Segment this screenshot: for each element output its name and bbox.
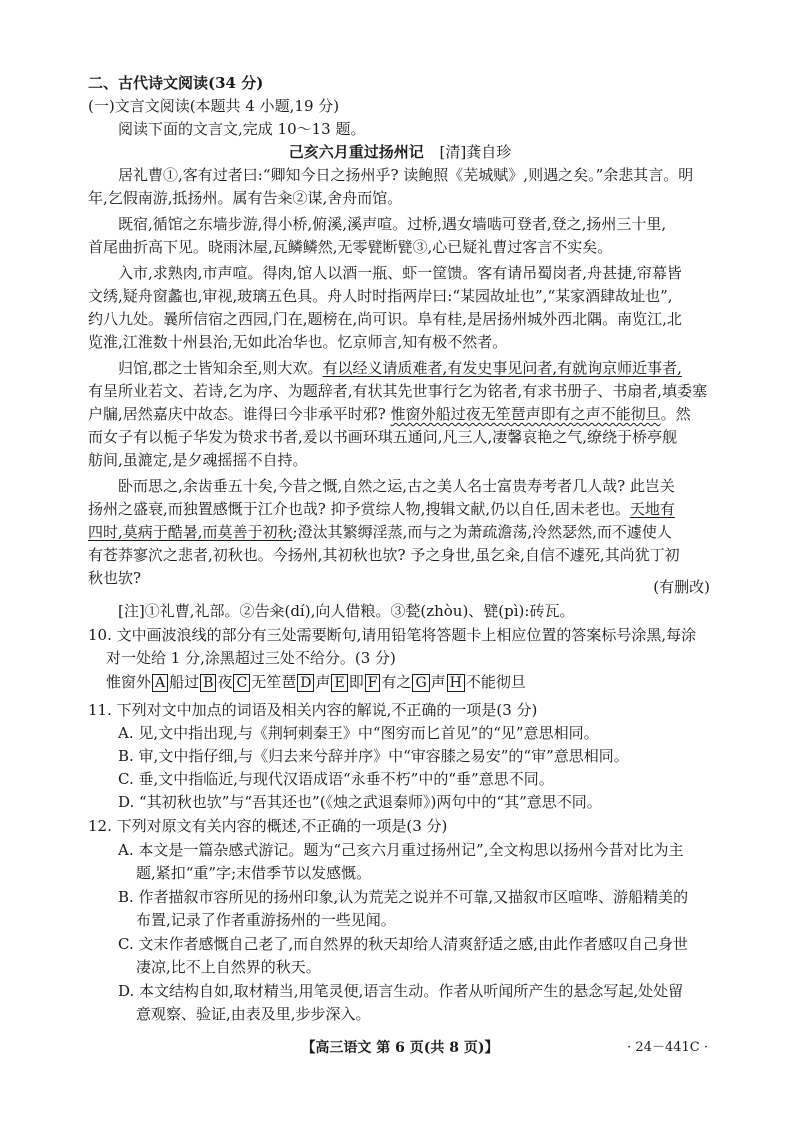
- passage-line: 有苍莽寥泬之悲者,初秋也。今扬州,其初秋也欤? 予之身世,虽乞籴,自信不遽死,其尚犹丁初: [88, 546, 680, 564]
- passage-line: 年,乞假南游,抵扬州。属有告籴②谋,舍舟而馆。: [88, 189, 403, 207]
- q12-option-d-line1[interactable]: D. 本文结构自如,取材精当,用笔灵便,语言生动。作者从听闻所产生的悬念写起,处处留: [118, 982, 684, 1000]
- passage-line: 四时,莫病于酷暑,而莫善于初秋;澄汰其繁缛淫蒸,而与之为萧疏澹荡,泠然瑟然,而不遽使人: [88, 523, 672, 541]
- q12-stem: 12. 下列对原文有关内容的概述,不正确的一项是(3 分): [88, 817, 448, 835]
- q11-option-c[interactable]: C. 垂,文中指临近,与现代汉语成语“永垂不朽”中的“垂”意思不同。: [118, 770, 554, 788]
- q10-option-box[interactable]: B: [200, 674, 216, 692]
- passage-line: 归馆,郡之士皆知余至,则大欢。有以经义请质难者,有发史事见问者,有就询京师近事者,: [118, 359, 682, 377]
- edited-note: (有删改): [653, 578, 710, 596]
- q12-option-a-line1[interactable]: A. 本文是一篇杂感式游记。题为“己亥六月重过扬州记”,全文构思以扬州今昔对比为主: [118, 841, 684, 859]
- q11-option-b[interactable]: B. 审,文中指仔细,与《归去来兮辞并序》中“审容膝之易安”的“审”意思相同。: [118, 747, 629, 765]
- q10-segment: 即: [348, 673, 364, 691]
- passage-author: [清]龚自珍: [439, 143, 512, 161]
- passage-line: 览淮,江淮数十州县治,无如此冶华也。忆京师言,知有极不然者。: [88, 333, 508, 351]
- q12-option-c-line1[interactable]: C. 文末作者感慨自己老了,而自然界的秋天却给人清爽舒适之感,由此作者感叹自己身世: [118, 935, 689, 953]
- q10-stem-line2: 对一处给 1 分,涂黑超过三处不给分。(3 分): [106, 649, 396, 667]
- q12-option-b-line1[interactable]: B. 作者描叙市容所见的扬州印象,认为荒芜之说并不可靠,又描叙市区喧哗、游船精美的: [118, 888, 689, 906]
- q10-option-box[interactable]: E: [331, 674, 347, 692]
- q10-segment: 惟窗外: [106, 673, 152, 691]
- q10-segment: 有之: [381, 673, 412, 691]
- footnote: [注]①礼曹,礼部。②告籴(dí),向人借粮。③甃(zhòu)、甓(pì):砖瓦。: [118, 602, 575, 620]
- exam-code: · 24－441C ·: [627, 1040, 708, 1055]
- passage-line: 而女子有以栀子华发为贽求书者,爰以书画环琪五通问,凡三人,凄馨哀艳之气,缭绕于桥亭舰: [88, 428, 678, 446]
- passage-heading: [0, 142, 800, 162]
- q12-option-b-line2[interactable]: 布置,记录了作者重游扬州的一些见闻。: [136, 911, 396, 929]
- q10-segment: 船过: [169, 673, 200, 691]
- passage-title: 己亥六月重过扬州记: [288, 143, 424, 161]
- q12-option-a-line2[interactable]: 题,紧扣“重”字;末借季节以发感慨。: [136, 864, 372, 882]
- passage-line: 户牖,居然嘉庆中故态。谁得曰今非承平时邪? 惟窗外船过夜无笙琶声即有之声不能彻旦。然: [88, 405, 691, 423]
- passage-line: 卧而思之,余齿垂五十矣,今昔之慨,自然之运,古之美人名士富贵寿考者几人哉? 此岂关: [118, 477, 675, 495]
- q10-option-box[interactable]: C: [233, 674, 250, 692]
- instruction-text: 阅读下面的文言文,完成 10～13 题。: [118, 120, 366, 138]
- passage-line: 秋也欤?: [88, 569, 142, 587]
- q10-segment: 无笙琶: [251, 673, 297, 691]
- q10-segment: 不能彻旦: [465, 673, 526, 691]
- q10-option-box[interactable]: F: [365, 674, 381, 692]
- passage-line: 舫间,虽漉定,是夕魂摇摇不自持。: [88, 451, 308, 469]
- q10-option-box[interactable]: H: [447, 674, 465, 692]
- q10-option-box[interactable]: A: [152, 674, 168, 692]
- page-footer: 【高三语文 第 6 页(共 8 页)】: [301, 1040, 499, 1056]
- passage-line: 约八九处。曩所信宿之西园,门在,题榜在,尚可识。阜有桂,是居扬州城外西北隅。南览江,北: [88, 310, 682, 328]
- q10-stem-line1: 10. 文中画波浪线的部分有三处需要断句,请用铅笔将答题卡上相应位置的答案标号涂黑,每涂: [88, 626, 697, 644]
- q12-option-d-line2[interactable]: 意观察、验证,由表及里,步步深入。: [136, 1005, 371, 1023]
- passage-line: 首尾曲折高下见。晓雨沐屋,瓦鳞鳞然,无零甓断甓③,心已疑礼曹过客言不实矣。: [88, 238, 613, 256]
- q10-answer-line: [106, 672, 526, 692]
- passage-line: 有呈所业若文、若诗,乞为序、为题辞者,有状其先世事行乞为铭者,有求书册子、书扇者,填委塞: [88, 382, 708, 400]
- q10-option-box[interactable]: D: [297, 674, 314, 692]
- section-title: 二、古代诗文阅读(34 分): [88, 74, 264, 92]
- q10-option-box[interactable]: G: [412, 674, 429, 692]
- q11-option-d[interactable]: D. “其初秋也欤”与“吾其还也”(《烛之武退秦师》)两句中的“其”意思不同。: [118, 793, 602, 811]
- q10-segment: 声: [315, 673, 331, 691]
- q10-segment: 夜: [217, 673, 233, 691]
- q10-segment: 声: [430, 673, 446, 691]
- passage-line: 入市,求熟肉,市声喧。得肉,馆人以酒一瓶、虾一筐馈。客有请吊蜀岗者,舟甚捷,帘幕皆: [118, 264, 682, 282]
- q11-option-a[interactable]: A. 见,文中指出现,与《荆轲刺秦王》中“图穷而匕首见”的“见”意思相同。: [118, 724, 599, 742]
- q12-option-c-line2[interactable]: 凄凉,比不上自然界的秋天。: [136, 958, 321, 976]
- passage-line: 居礼曹①,客有过者曰:“卿知今日之扬州乎? 读鲍照《芜城赋》,则遇之矣。”余悲其言。明: [118, 166, 694, 184]
- passage-line: 扬州之盛衰,而独置感慨于江介也哉? 抑予赏综人物,搜辑文献,仍以自任,固未老也。天地有: [88, 500, 675, 518]
- q11-stem: 11. 下列对文中加点的词语及相关内容的解说,不正确的一项是(3 分): [88, 701, 538, 719]
- subsection-title: (一)文言文阅读(本题共 4 小题,19 分): [88, 97, 340, 115]
- passage-line: 文绣,疑舟窗蠡也,审视,玻璃五色具。舟人时时指两岸曰:“某园故址也”,“某家酒肆故址也”,: [88, 287, 673, 305]
- passage-line: 既宿,循馆之东墙步游,得小桥,俯溪,溪声喧。过桥,遇女墙啮可登者,登之,扬州三十里,: [118, 215, 667, 233]
